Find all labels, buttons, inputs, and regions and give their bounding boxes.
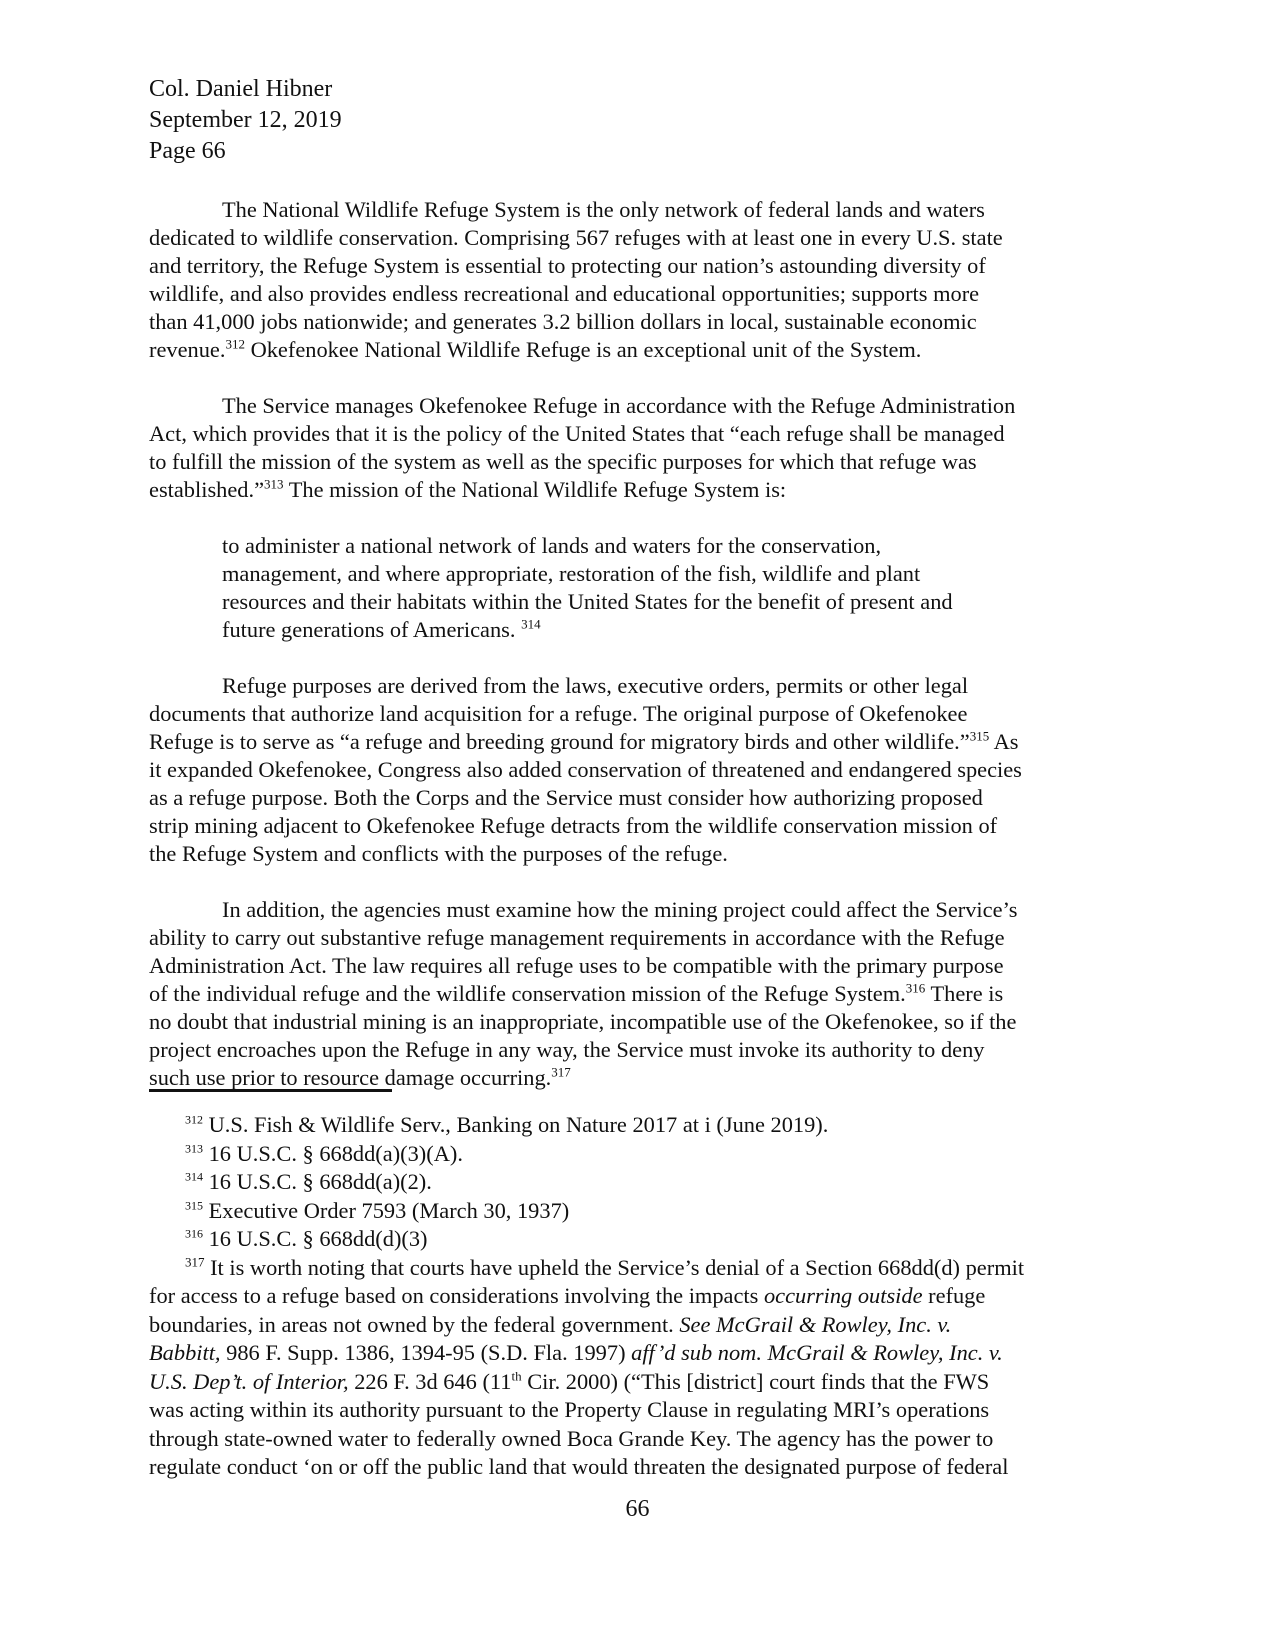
paragraph-compatibility: In addition, the agencies must examine how the mining project could affect the Service’s ability to carry out substantive refuge management requirements in accordance with the Refuge Administration Act. The law requires all refuge uses to be compatible with the primary purpose of the individual refuge and the wildlife conservation mission of the Refuge System.$^{316}$ There is no doubt that industrial mining is an inappropriate, incompatible use of the Okefenokee, so if the project encroaches upon the Refuge in any way, the Service must invoke its authority to deny such use prior to resource damage occurring.$^{317}$: [149, 897, 1018, 1090]
block-quote-mission: to administer a national network of lands and waters for the conservation, management, and where appropriate, restoration of the fish, wildlife and plant resources and their habitats within the United States for the benefit of present and future generations of Americans. $^{314}$: [222, 533, 953, 642]
paragraph-refuge-administration-act: The Service manages Okefenokee Refuge in accordance with the Refuge Administration Act, which provides that it is the policy of the United States that “each refuge shall be managed to fulfill the mission of the system as well as the specific purposes for which that refuge was established.”$^{313}$ The mission of the National Wildlife Refuge System is:: [149, 393, 1016, 502]
paragraph-refuge-purposes: Refuge purposes are derived from the laws, executive orders, permits or other legal documents that authorize land acquisition for a refuge. The original purpose of Okefenokee Refuge is to serve as “a refuge and breeding ground for migratory birds and other wildlife.”$^{315}$ As it expanded Okefenokee, Congress also added conservation of threatened and endangered species as a refuge purpose. Both the Corps and the Service must consider how authorizing proposed strip mining adjacent to Okefenokee Refuge detracts from the wildlife conservation mission of the Refuge System and conflicts with the purposes of the refuge.: [149, 673, 1022, 866]
footnote-separator: [149, 1089, 392, 1092]
body-text: [149, 196, 1129, 1120]
footnote-313: $^{313}$ 16 U.S.C. § 668dd(a)(3)(A).: [185, 1140, 463, 1166]
footnote-ref-317[interactable]: 317: [551, 1064, 571, 1080]
page-number: 66: [625, 1496, 650, 1522]
recipient-name: Col. Daniel Hibner: [149, 76, 333, 102]
footnote-ref-313[interactable]: 313: [264, 476, 284, 492]
footnote-ref-315[interactable]: 315: [969, 728, 990, 744]
case-citation-mcgrail-babbitt: See McGrail & Rowley, Inc. v.: [679, 1311, 952, 1337]
footnotes: [149, 1111, 1129, 1482]
footnote-314: $^{314}$ 16 U.S.C. § 668dd(a)(2).: [185, 1169, 432, 1194]
footnote-ref-312[interactable]: 312: [225, 336, 245, 352]
footnote-ref-316[interactable]: 316: [905, 980, 926, 996]
letter-header: [149, 74, 342, 167]
footnote-312: $^{312}$ U.S. Fish & Wildlife Serv., Banking on Nature 2017 at i (June 2019).: [185, 1112, 829, 1137]
footnote-317: $^{317}$ It is worth noting that courts have upheld the Service’s denial of a Section 668dd(d) permit for access to a refuge based on considerations involving the impacts occurring outside refuge boundaries, in areas not owned by the federal government. See McGrail & Rowley, Inc. v. Babbitt, 986 F. Supp. 1386, 1394-95 (S.D. Fla. 1997) aff’d sub nom. McGrail & Rowley, Inc. v. U.S. Dep’t. of Interior, 226 F. 3d 646 (11th Cir. 2000) (“This [district] court finds that the FWS was acting within its authority pursuant to the Property Clause in regulating MRI’s operations through state-owned water to federally owned Boca Grande Key. The agency has the power to regulate conduct ‘on or off the public land that would threaten the designated purpose of federal: [149, 1254, 1025, 1479]
footnote-316: $^{316}$ 16 U.S.C. § 668dd(d)(3): [185, 1226, 428, 1251]
letter-date: September 12, 2019: [149, 107, 342, 133]
header-page-label: Page 66: [149, 138, 226, 164]
paragraph-refuge-system: The National Wildlife Refuge System is the only network of federal lands and waters dedicated to wildlife conservation. Comprising 567 refuges with at least one in every U.S. state and territory, the Refuge System is essential to protecting our nation’s astounding diversity of wildlife, and also provides endless recreational and educational opportunities; supports more than 41,000 jobs nationwide; and generates 3.2 billion dollars in local, sustainable economic revenue.$^{312}$ Okefenokee National Wildlife Refuge is an exceptional unit of the System.: [149, 197, 1003, 362]
footnote-315: $^{315}$ Executive Order 7593 (March 30, 1937): [185, 1197, 570, 1223]
footnote-ref-314[interactable]: 314: [521, 616, 541, 632]
